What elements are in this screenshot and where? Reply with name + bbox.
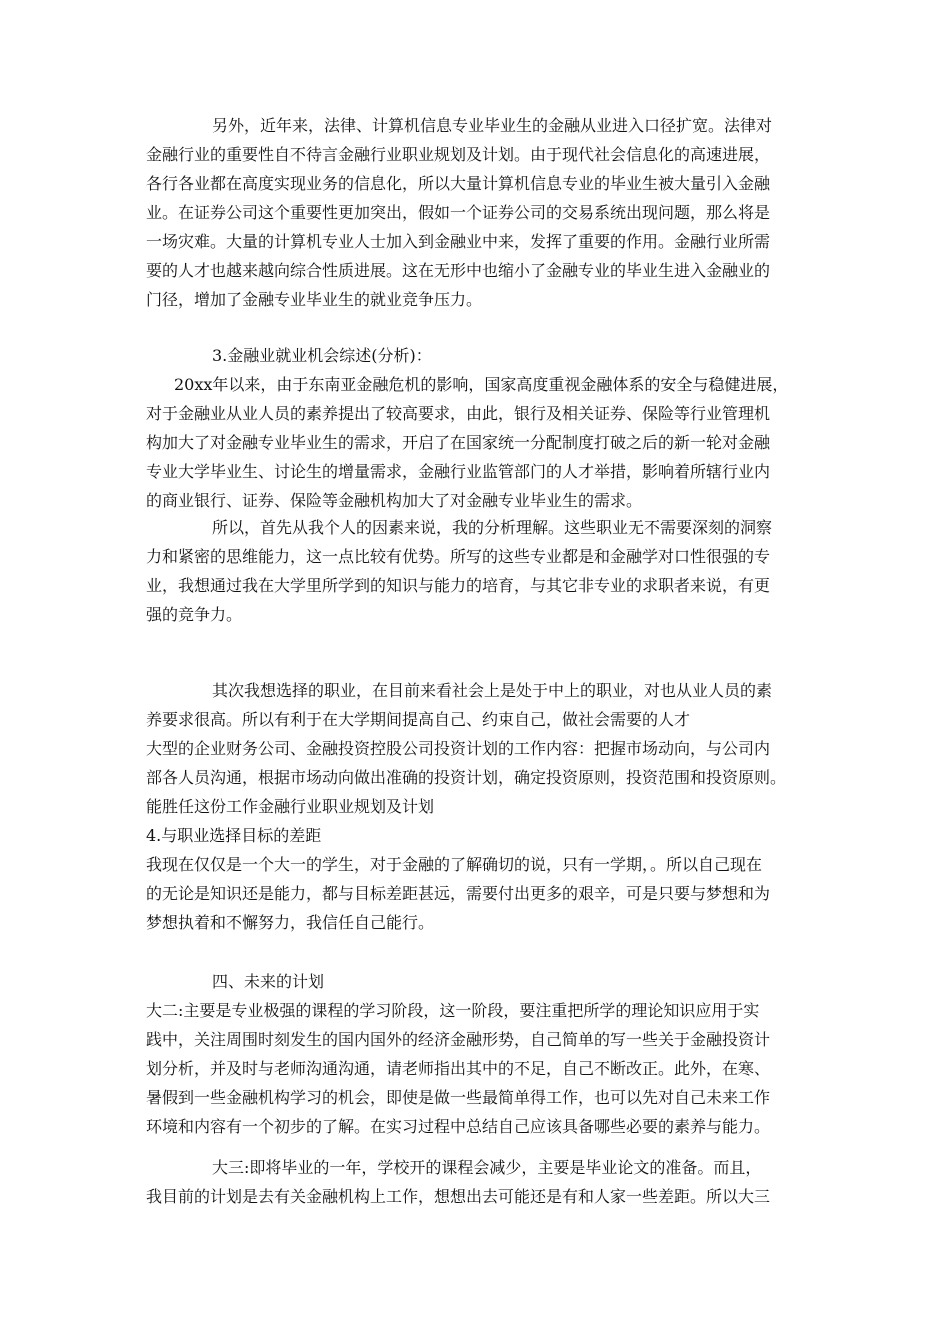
text-line: 大三:即将毕业的一年，学校开的课程会减少，主要是毕业论文的准备。而且， bbox=[212, 1158, 762, 1177]
text-line: 业，我想通过我在大学里所学到的知识与能力的培育，与其它非专业的求职者来说，有更 bbox=[146, 576, 771, 595]
text-line: 养要求很高。所以有利于在大学期间提高自己、约束自己，做社会需要的人才 bbox=[146, 710, 691, 729]
text-line: 的无论是知识还是能力，都与目标差距甚远，需要付出更多的艰辛，可是只要与梦想和为 bbox=[146, 884, 771, 903]
text-line: 大二:主要是专业极强的课程的学习阶段，这一阶段，要注重把所学的理论知识应用于实 bbox=[146, 1001, 760, 1020]
text-line: 其次我想选择的职业，在目前来看社会上是处于中上的职业，对也从业人员的素 bbox=[212, 681, 773, 700]
text-line: 构加大了对金融专业毕业生的需求，开启了在国家统一分配制度打破之后的新一轮对金融 bbox=[146, 433, 771, 452]
text-line: 金融行业的重要性自不待言金融行业职业规划及计划。由于现代社会信息化的高速进展， bbox=[146, 145, 771, 164]
paragraph-career-choice-gap bbox=[146, 676, 810, 937]
text-line: 能胜任这份工作金融行业职业规划及计划 bbox=[146, 797, 435, 816]
text-line: 门径，增加了金融专业毕业生的就业竞争压力。 bbox=[146, 290, 483, 309]
text-line: 业。在证券公司这个重要性更加突出，假如一个证券公司的交易系统出现问题，那么将是 bbox=[146, 203, 771, 222]
text-line: 暑假到一些金融机构学习的机会，即使是做一些最简单得工作，也可以先对自己未来工作 bbox=[146, 1088, 771, 1107]
text-line: 划分析，并及时与老师沟通沟通，请老师指出其中的不足，自己不断改正。此外，在寒、 bbox=[146, 1059, 771, 1078]
section-heading: 四、未来的计划 bbox=[212, 972, 325, 991]
text-line: 另外，近年来，法律、计算机信息专业毕业生的金融从业进入口径扩宽。法律对 bbox=[212, 116, 773, 135]
paragraph-personal-factors bbox=[146, 513, 810, 629]
paragraph-junior-year bbox=[146, 1153, 810, 1211]
text-line: 专业大学毕业生、讨论生的增量需求，金融行业监管部门的人才举措，影响着所辖行业内 bbox=[146, 462, 771, 481]
text-line: 我目前的计划是去有关金融机构上工作，想想出去可能还是有和人家一些差距。所以大三 bbox=[146, 1187, 771, 1206]
section-heading: 3.金融业就业机会综述(分析)： bbox=[212, 346, 432, 365]
text-line: 践中，关注周围时刻发生的国内国外的经济金融形势，自己简单的写一些关于金融投资计 bbox=[146, 1030, 771, 1049]
section-future-plans bbox=[146, 967, 810, 1141]
text-line: 强的竞争力。 bbox=[146, 605, 243, 624]
text-line: 所以，首先从我个人的因素来说，我的分析理解。这些职业无不需要深刻的洞察 bbox=[212, 518, 773, 537]
text-line: 各行各业都在高度实现业务的信息化，所以大量计算机信息专业的毕业生被大量引入金融 bbox=[146, 174, 771, 193]
text-line: 环境和内容有一个初步的了解。在实习过程中总结自己应该具备哪些必要的素养与能力。 bbox=[146, 1117, 771, 1136]
text-line: 20xx年以来，由于东南亚金融危机的影响，国家高度重视金融体系的安全与稳健进展， bbox=[174, 375, 789, 394]
section-heading: 4.与职业选择目标的差距 bbox=[146, 826, 322, 845]
text-line: 部各人员沟通，根据市场动向做出准确的投资计划，确定投资原则，投资范围和投资原则。 bbox=[146, 768, 787, 787]
text-line: 大型的企业财务公司、金融投资控股公司投资计划的工作内容：把握市场动向，与公司内 bbox=[146, 739, 771, 758]
text-line: 梦想执着和不懈努力，我信任自己能行。 bbox=[146, 913, 435, 932]
text-line: 我现在仅仅是一个大一的学生，对于金融的了解确切的说，只有一学期，。所以自己现在 bbox=[146, 855, 763, 874]
text-line: 力和紧密的思维能力，这一点比较有优势。所写的这些专业都是和金融学对口性很强的专 bbox=[146, 547, 771, 566]
text-line: 要的人才也越来越向综合性质进展。这在无形中也缩小了金融专业的毕业生进入金融业的 bbox=[146, 261, 771, 280]
text-line: 的商业银行、证券、保险等金融机构加大了对金融专业毕业生的需求。 bbox=[146, 491, 643, 510]
paragraph-legal-it-graduates bbox=[146, 111, 810, 314]
text-line: 一场灾难。大量的计算机专业人士加入到金融业中来，发挥了重要的作用。金融行业所需 bbox=[146, 232, 771, 251]
section-employment-opportunities bbox=[146, 341, 810, 515]
text-line: 对于金融业从业人员的素养提出了较高要求，由此，银行及相关证券、保险等行业管理机 bbox=[146, 404, 771, 423]
